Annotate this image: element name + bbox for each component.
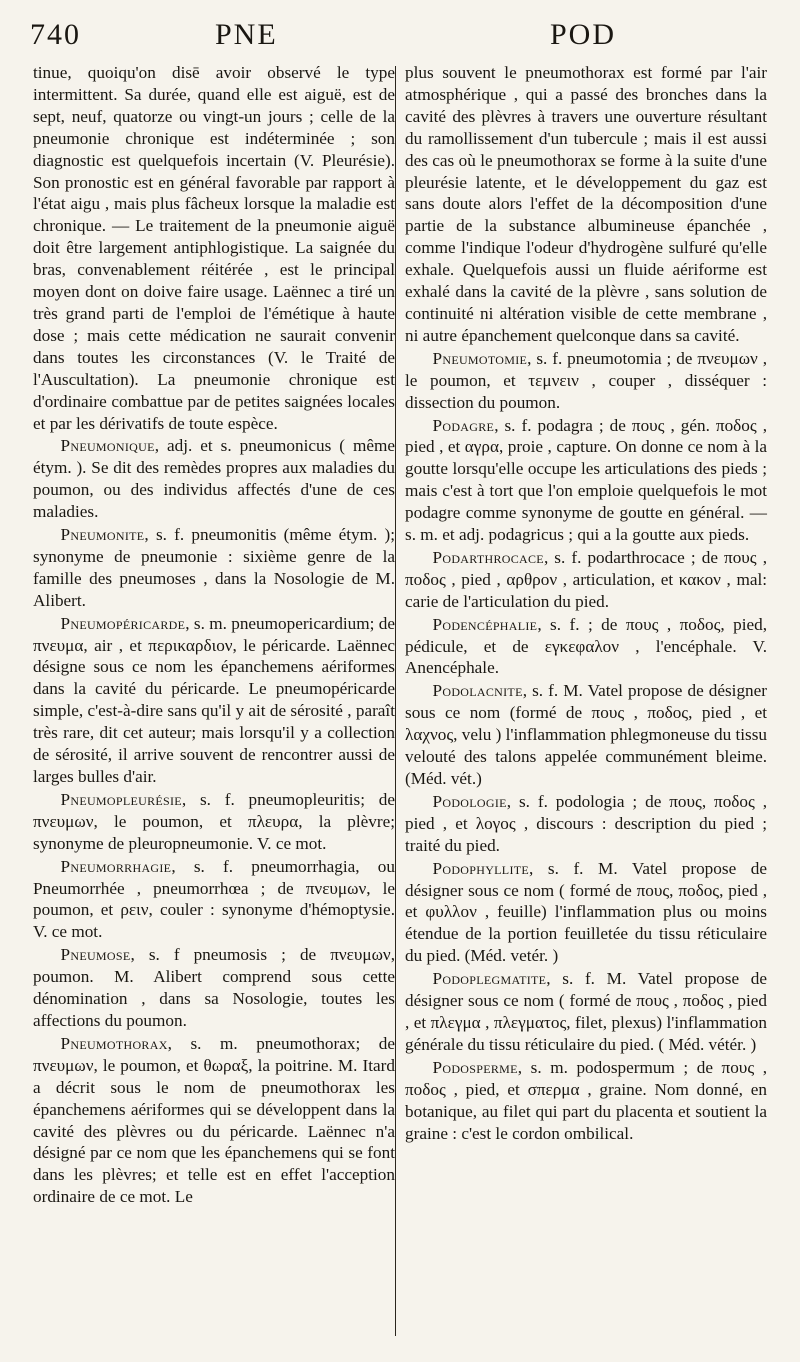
entry-headword: Podoplegmatite [432,969,547,989]
entry-text: , s. f. pneumopleuritis; de πνευμων, le poumon, et πλευρα, la plèvre; synonyme de pleuropneumonie. V. ce mot. [33,789,395,853]
header-right-word: POD [550,18,617,51]
entry-text: , s. f. M. Vatel propose de désigner sous ce nom ( formé de πους , ποδος , pied , et πλεγμα , πλεγματος, filet, plexus) l'inflammation générale du tissu réticulaire du pied. ( Méd. vétér. ) [405,969,767,1054]
dictionary-entry [405,680,767,790]
page-number: 740 [30,18,81,51]
entry-headword: Podencéphalie [432,614,538,634]
entry-text: , s. f. podagra ; de πους , gén. ποδος , pied , et αγρα, proie , capture. On donne ce nom à la goutte lorsqu'elle occupe les articulations des pieds ; mais c'est à tort que l'on emploie quelquefois le mot podagre comme synonyme de goutte en général. — s. m. et adj. podagricus ; qui a la goutte aux pieds. [405,415,767,545]
entry-text: , s. f. M. Vatel propose de désigner sous ce nom (formé de πους , ποδος, pied , et λαχνος, velu ) l'inflammation phlegmoneuse du tissu velouté des talons appelée communément bleime. (Méd. vét.) [405,681,767,788]
dictionary-entry [33,789,395,855]
entry-headword: Pneumotomie [432,348,528,368]
entry-headword: Podarthrocace [432,547,544,567]
column-divider [395,66,396,1336]
entry-text: , s. f. pneumotomia ; de πνευμων , le poumon, et τεμνειν , couper , disséquer : dissection du poumon. [405,348,767,412]
entry-headword: Pneumopéricarde [60,613,186,633]
entry-text: , s. f. pneumonitis (même étym. ); synonyme de pneumonie : sixième genre de la famille des pneumoses , dans la Nosologie de M. Alibert. [33,525,395,610]
header-left-word: PNE [215,18,278,51]
dictionary-entry [33,856,395,944]
entry-text: , s. m. pneumopericardium; de πνευμα, air , et περικαρδιον, le péricarde. Laënnec désigne sous ce nom les épanchemens aériformes dans la cavité du péricarde. Le pneumopéricarde simple, c'est-à-dire sans qu'il y ait de sérosité , paraît très rare, dit cet auteur; mais lorsqu'il y a collection de sérosité, il arrive souvent de rencontrer aussi de larges bulles d'air. [33,613,395,786]
dictionary-entry [405,62,767,347]
entry-text: , s. f. M. Vatel propose de désigner sous ce nom ( formé de πους, ποδος, pied , et φυλλον , feuille) l'inflammation plus ou moins étendue de la portion feuilletée du tissu réticulaire du pied. (Méd. vetér. ) [405,858,767,966]
entry-headword: Pneumorrhagie [60,856,172,876]
dictionary-entry [405,858,767,968]
entry-text: , s. f. ; de πους , ποδος, pied, pédicule, et de εγκεφαλον , l'encéphale. V. Anencéphale. [405,614,767,678]
dictionary-entry [405,791,767,857]
entry-text: , s. m. podospermum ; de πους , ποδος , pied, et σπερμα , graine. Nom donné, en botanique, au filet qui part du placenta et soutient la graine : c'est le cordon ombilical. [405,1057,767,1143]
entry-headword: Podophyllite [432,858,529,878]
entry-headword: Pneumopleurésie [60,789,182,809]
left-column [33,62,395,1208]
dictionary-entry [33,62,395,434]
entry-text: , adj. et s. pneumonicus ( même étym. ). Se dit des remèdes propres aux maladies du poumon, ou des individus affectés d'une de ces maladies. [33,436,395,522]
entry-headword: Podagre [432,415,495,435]
entry-headword: Pneumothorax [60,1033,168,1053]
entry-text: , s. f. pneumorrhagia, ou Pneumorrhée , pneumorrhœa ; de πνευμων, le poumon, et ρειν, couler : synonyme d'hémoptysie. V. ce mot. [33,856,395,942]
entry-text: plus souvent le pneumothorax est formé par l'air atmosphérique , qui a passé des bronches dans la cavité des plèvres à travers une ouverture résultant du ramollissement d'un tubercule ; mais il est aussi des cas où le pneumothorax se forme à la suite d'une pleurésie latente, et le développement du gaz est sans doute alors l'effet de la décomposition d'une partie de la substance albumineuse épanchée , comme l'indique l'odeur d'hydrogène sulfuré qu'elle exhale. Quelquefois aussi un fluide aériforme est exhalé dans la cavité de la plèvre , sans solution de continuité ni altération visible de cette membrane , ni autre épanchement quelconque dans sa cavité. [405,63,767,345]
dictionary-entry [33,613,395,788]
entry-headword: Podologie [432,791,507,811]
entry-text: tinue, quoiqu'on disē avoir observé le type intermittent. Sa durée, quand elle est aiguë, est de sept, neuf, quatorze ou vingt-un jours ; celle de la pneumonie chronique est indéterminée ; son diagnostic est quelquefois incertain (V. Pleurésie). Son pronostic est en général favorable par rapport à l'état aigu , mais plus fâcheux lorsque la maladie est chronique. — Le traitement de la pneumonie aiguë doit être largement antiphlogistique. La saignée du bras, convenablement réitérée , est le principal moyen dont on doive faire usage. Laënnec a tiré un très grand parti de l'emploi de l'émétique à haute dose ; mais cette médication ne saurait convenir dans toutes les circonstances (V. le Traité de l'Auscultation). La pneumonie chronique est d'ordinaire combattue par de petites saignées locales et par les dérivatifs de toute espèce. [33,63,395,433]
dictionary-entry [405,614,767,680]
dictionary-entry [405,1057,767,1145]
dictionary-entry [33,524,395,612]
dictionary-entry [405,415,767,546]
entry-headword: Podosperme [432,1057,518,1077]
right-column [405,62,767,1144]
entry-text: , s. f. podologia ; de πους, ποδος , pied , et λογος , discours : description du pied ; traité du pied. [405,791,767,855]
dictionary-entry [33,435,395,523]
entry-text: , s. f. podarthrocace ; de πους , ποδος , pied , αρθρον , articulation, et κακον , mal: carie de l'articulation du pied. [405,547,767,611]
dictionary-entry [33,944,395,1032]
dictionary-entry [405,547,767,613]
entry-text: , s. f pneumosis ; de πνευμων, poumon. M. Alibert comprend sous cette dénomination , dans sa Nosologie, toutes les affections du poumon. [33,945,395,1030]
entry-headword: Pneumonite [60,525,145,545]
dictionary-entry [33,1033,395,1208]
dictionary-entry [405,968,767,1056]
entry-headword: Pneumose [60,945,131,965]
dictionary-entry [405,348,767,414]
running-header [30,18,770,58]
entry-headword: Pneumonique [60,436,155,456]
entry-text: , s. m. pneumothorax; de πνευμων, le poumon, et θωραξ, la poitrine. M. Itard a décrit sous le nom de pneumothorax les épanchemens aériformes qui se développent dans la cavité des plèvres ou du péricarde. Laënnec n'a désigné par ce nom que les épanchemens qui se font dans les plèvres; et telle est en effet l'acception ordinaire de ce mot. Le [33,1033,395,1207]
entry-headword: Podolacnite [432,681,523,701]
